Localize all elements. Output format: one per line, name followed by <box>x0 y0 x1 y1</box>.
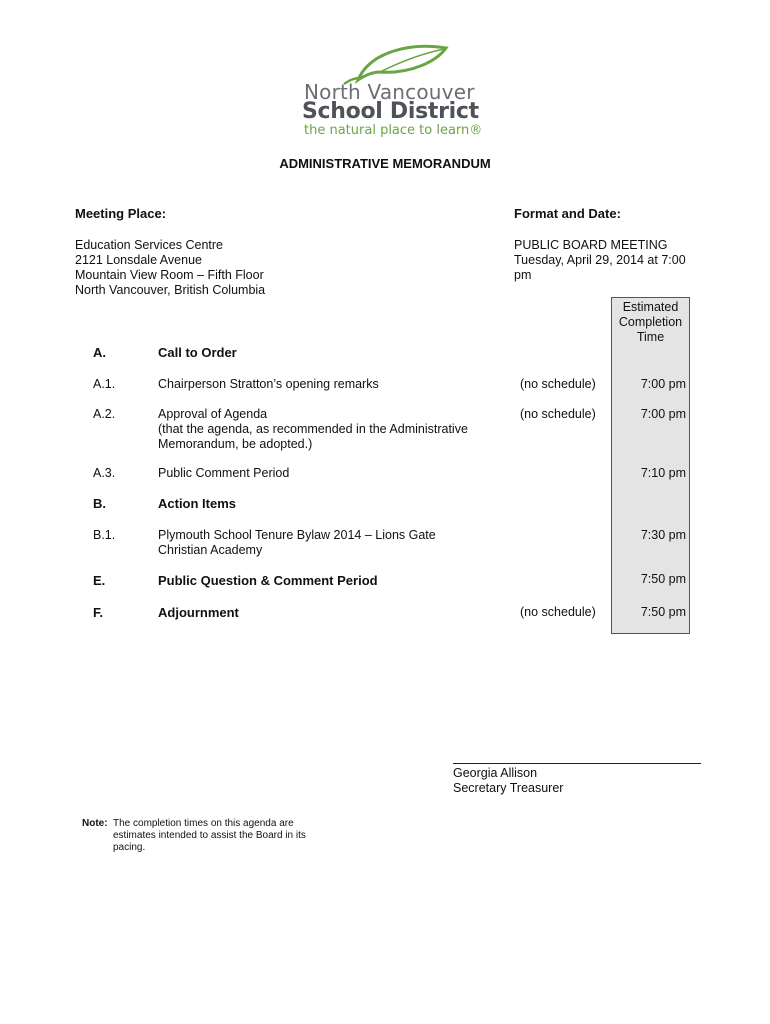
item-line: (that the agenda, as recommended in the Administrative <box>158 422 468 436</box>
note-text: The completion times on this agenda are estimates intended to assist the Board in its pacing. <box>113 818 306 853</box>
completion-time: 7:10 pm <box>640 466 686 480</box>
section-number: B. <box>93 496 106 511</box>
item-line: Approval of Agenda <box>158 407 268 421</box>
section-number: E. <box>93 573 106 588</box>
format-date-details <box>514 238 686 283</box>
section-number: F. <box>93 605 104 620</box>
address-line: Education Services Centre <box>75 238 223 252</box>
header-line: Completion <box>618 315 683 329</box>
address-line: Mountain View Room – Fifth Floor <box>75 268 264 282</box>
section-title: Call to Order <box>158 345 237 360</box>
section-title: Adjournment <box>158 605 239 620</box>
meeting-place-label: Meeting Place: <box>75 206 167 221</box>
item-text: Chairperson Stratton’s opening remarks <box>158 377 379 391</box>
note-label: Note: <box>82 818 108 829</box>
item-number: A.2. <box>93 407 116 421</box>
completion-time: 7:00 pm <box>640 377 686 391</box>
format-line: PUBLIC BOARD MEETING <box>514 238 668 252</box>
item-number: A.3. <box>93 466 116 480</box>
header-line: Time <box>636 330 665 344</box>
schedule-note: (no schedule) <box>520 605 596 619</box>
completion-time: 7:50 pm <box>640 605 686 619</box>
schedule-note: (no schedule) <box>520 377 596 391</box>
item-number: A.1. <box>93 377 116 391</box>
page-title: ADMINISTRATIVE MEMORANDUM <box>279 156 491 171</box>
item-text <box>158 528 488 558</box>
item-line: Memorandum, be adopted.) <box>158 437 313 451</box>
completion-time: 7:30 pm <box>640 528 686 542</box>
section-title: Public Question & Comment Period <box>158 573 378 588</box>
section-title: Action Items <box>158 496 237 511</box>
section-number: A. <box>93 345 106 360</box>
district-logo <box>300 42 483 142</box>
completion-time: 7:00 pm <box>640 407 686 421</box>
address-line: 2121 Lonsdale Avenue <box>75 253 202 267</box>
item-number: B.1. <box>93 528 116 542</box>
schedule-note: (no schedule) <box>520 407 596 421</box>
logo-line-1: North Vancouver <box>304 80 475 104</box>
signature-line <box>453 763 701 764</box>
logo-line-2: School District <box>302 99 479 124</box>
format-date-label: Format and Date: <box>514 206 621 221</box>
address-line: North Vancouver, British Columbia <box>75 283 266 297</box>
signatory-role: Secretary Treasurer <box>453 781 564 795</box>
item-text: Public Comment Period <box>158 466 290 480</box>
logo-tagline: the natural place to learn® <box>304 123 483 138</box>
meeting-place-address <box>75 238 265 298</box>
item-text <box>158 407 488 452</box>
format-line: pm <box>514 268 532 282</box>
signatory-name: Georgia Allison <box>453 766 538 780</box>
completion-time-header <box>611 300 690 345</box>
header-line: Estimated <box>622 300 679 314</box>
item-line: Plymouth School Tenure Bylaw 2014 – Lions Gate <box>158 528 436 542</box>
format-line: Tuesday, April 29, 2014 at 7:00 <box>514 253 686 267</box>
completion-time: 7:50 pm <box>640 572 686 586</box>
item-line: Christian Academy <box>158 543 263 557</box>
